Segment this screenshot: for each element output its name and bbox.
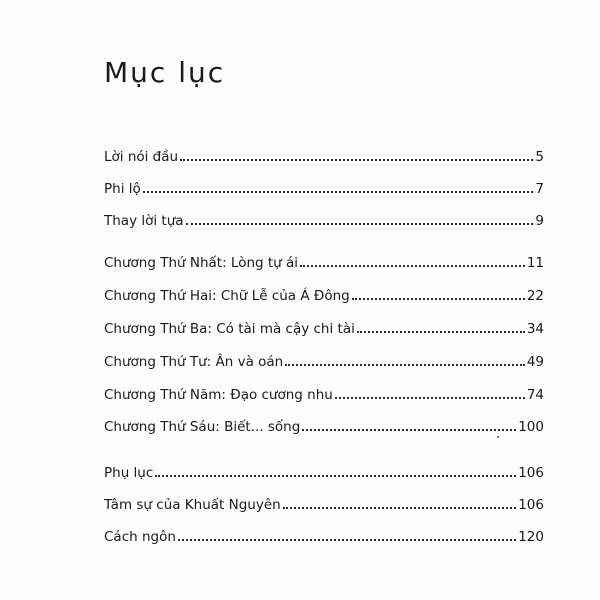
paper-speck	[497, 436, 499, 438]
dot-leader	[335, 397, 525, 399]
toc-entry-thay-loi-tua[interactable]	[104, 210, 544, 230]
dot-leader	[283, 507, 517, 509]
toc-entry-page: 9	[535, 213, 544, 229]
page-title: Mục lục	[104, 56, 226, 89]
toc-entry-page: 74	[526, 387, 544, 403]
toc-entry-label: Chương Thứ Năm: Đạo cương nhu	[104, 387, 333, 403]
dot-leader	[178, 539, 516, 541]
dot-leader	[300, 265, 525, 267]
dot-leader	[143, 191, 534, 193]
table-of-contents	[104, 0, 544, 600]
toc-entry-label: Chương Thứ Nhất: Lòng tự ái	[104, 255, 299, 271]
toc-entry-label: Chương Thứ Tư: Ân và oán	[104, 354, 284, 370]
toc-entry-label: Chương Thứ Sáu: Biết... sống	[104, 419, 301, 435]
toc-entry-chapter-3[interactable]	[104, 318, 544, 338]
toc-entry-cach-ngon[interactable]	[104, 526, 544, 546]
dot-leader	[285, 364, 525, 366]
toc-entry-phi-lo[interactable]	[104, 178, 544, 198]
toc-entry-label: Chương Thứ Ba: Có tài mà cậy chi tài	[104, 321, 355, 337]
toc-entry-label: Phi lộ	[104, 181, 141, 197]
toc-entry-chapter-5[interactable]	[104, 384, 544, 404]
dot-leader	[186, 223, 534, 225]
toc-entry-loi-noi-dau[interactable]	[104, 146, 544, 166]
dot-leader	[302, 429, 516, 431]
toc-entry-page: 22	[526, 288, 544, 304]
toc-entry-page: 34	[526, 321, 544, 337]
dot-leader	[352, 298, 525, 300]
toc-entry-page: 11	[526, 255, 544, 271]
dot-leader	[180, 159, 533, 161]
toc-entry-page: 7	[535, 181, 544, 197]
toc-entry-chapter-4[interactable]	[104, 351, 544, 371]
toc-entry-chapter-1[interactable]	[104, 252, 544, 272]
toc-entry-page: 106	[518, 497, 544, 513]
toc-entry-page: 120	[518, 529, 544, 545]
toc-entry-label: Phụ lục	[104, 465, 154, 481]
toc-entry-label: Tâm sự của Khuất Nguyên	[104, 497, 281, 513]
toc-entry-page: 100	[518, 419, 544, 435]
toc-entry-chapter-6[interactable]	[104, 416, 544, 436]
toc-entry-label: Lời nói đầu	[104, 149, 179, 165]
toc-entry-label: Thay lời tựa	[104, 213, 184, 229]
toc-entry-page: 49	[526, 354, 544, 370]
toc-entry-chapter-2[interactable]	[104, 285, 544, 305]
toc-entry-label: Cách ngôn	[104, 529, 176, 545]
toc-entry-page: 5	[535, 149, 544, 165]
toc-entry-tam-su[interactable]	[104, 494, 544, 514]
dot-leader	[357, 331, 525, 333]
toc-entry-label: Chương Thứ Hai: Chữ Lễ của Á Đông	[104, 288, 350, 304]
toc-entry-phu-luc[interactable]	[104, 462, 544, 482]
dot-leader	[155, 475, 516, 477]
toc-entry-page: 106	[518, 465, 544, 481]
